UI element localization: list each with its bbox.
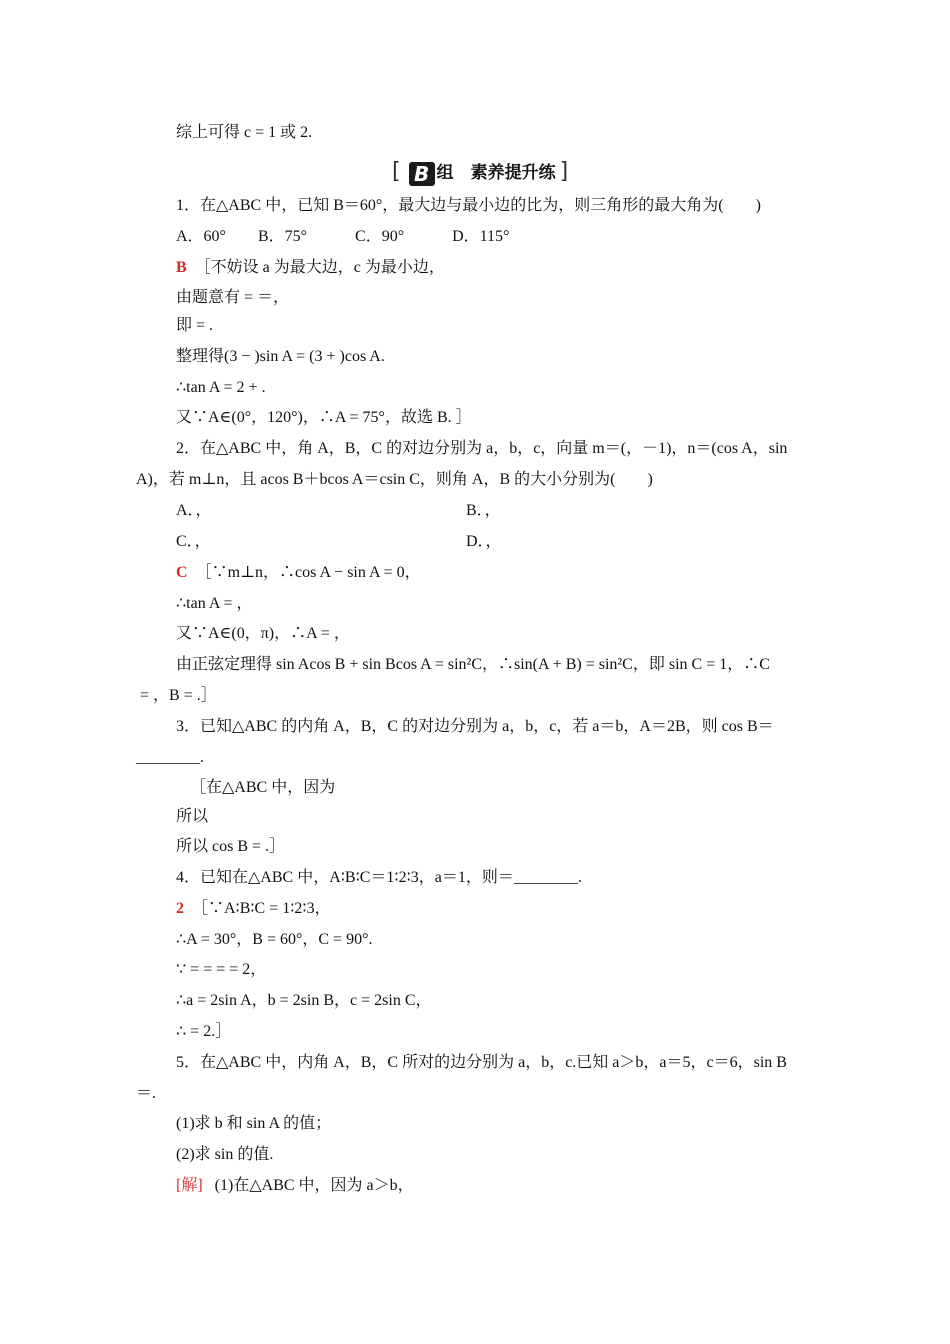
answer-4-line-4: ∴a = 2sin A，b = 2sin B，c = 2sin C， — [176, 992, 432, 1009]
text-line: 综上可得 c = 1 或 2. — [176, 124, 313, 141]
answer-2-line-1 — [176, 562, 421, 584]
answer-4-text: ［∵A∶B∶C = 1∶2∶3， — [192, 900, 331, 917]
question-3-line-2: ________. — [136, 749, 204, 766]
question-3-line-1: 3．已知△ABC 的内角 A，B，C 的对边分别为 a，b，c，若 a＝b，A＝2B，则 cos B＝ — [176, 718, 774, 735]
answer-1-text: ［不妨设 a 为最大边，c 为最小边， — [194, 259, 445, 276]
question-2-option-d: D．， — [466, 533, 502, 550]
answer-2-line-3: 又∵A∈(0，π)，∴A = ， — [176, 625, 350, 642]
answer-1-line-2: 由题意有 = ＝， — [176, 289, 290, 306]
question-2-option-a: A．， — [176, 502, 212, 519]
answer-3-line-3: 所以 cos B = .］ — [176, 838, 286, 855]
answer-1-line-4: 整理得(3 − )sin A = (3 + )cos A. — [176, 348, 385, 365]
answer-1-line-3: 即 = . — [176, 317, 214, 334]
answer-4-line-5: ∴ = 2.］ — [176, 1023, 232, 1040]
question-2-line-2: A)，若 m⊥n，且 acos B＋bcos A＝csin C，则角 A，B 的大小分别为( ) — [136, 471, 653, 488]
answer-4-value: 2 — [176, 900, 184, 917]
banner-close-bracket: ] — [559, 159, 569, 184]
answer-2-letter: C — [176, 564, 188, 581]
question-1-options: A．60° B．75° C．90° D．115° — [176, 228, 510, 245]
answer-2-line-2: ∴tan A = ， — [176, 595, 253, 612]
answer-5-text: (1)在△ABC 中，因为 a＞b， — [214, 1177, 414, 1194]
answer-5-line-1 — [176, 1175, 414, 1197]
answer-3-line-1: ［在△ABC 中，因为 — [190, 779, 336, 796]
question-5-line-2: ＝. — [136, 1085, 157, 1102]
answer-1-letter: B — [176, 259, 187, 276]
answer-1-line-6: 又∵A∈(0°，120°)，∴A = 75°，故选 B. ］ — [176, 409, 472, 426]
answer-3-line-2: 所以 — [176, 808, 209, 825]
question-2-option-b: B．， — [466, 502, 501, 519]
answer-2-line-4: 由正弦定理得 sin Acos B + sin Bcos A = sin²C，∴sin(A + B) = sin²C，即 sin C = 1，∴C — [176, 656, 770, 673]
answer-4-line-2: ∴A = 30°，B = 60°，C = 90°. — [176, 931, 373, 948]
answer-2-line-5: = ，B = .］ — [140, 687, 217, 704]
answer-4-line-3: ∵ = = = = 2， — [176, 961, 267, 978]
question-5-line-1: 5．在△ABC 中，内角 A，B，C 所对的边分别为 a，b，c.已知 a＞b，a＝5，c＝6，sin B — [176, 1054, 787, 1071]
answer-4-line-1 — [176, 898, 331, 920]
question-4: 4．已知在△ABC 中，A∶B∶C＝1∶2∶3，a＝1，则＝________. — [176, 869, 582, 886]
question-5-part-2: (2)求 sin 的值. — [176, 1146, 274, 1163]
answer-2-text: ［∵m⊥n，∴cos A − sin A = 0， — [195, 564, 421, 581]
banner-open-bracket: [ — [392, 159, 401, 184]
answer-1-line-1 — [176, 257, 445, 279]
banner-group-letter: B — [409, 162, 435, 186]
banner-title: 组 素养提升练 — [436, 163, 556, 183]
question-2-line-1: 2．在△ABC 中，角 A，B，C 的对边分别为 a，b，c，向量 m＝(，－1)，n＝(cos A，sin — [176, 440, 788, 457]
solution-tag: [解] — [176, 1177, 203, 1194]
question-1: 1．在△ABC 中，已知 B＝60°，最大边与最小边的比为，则三角形的最大角为( ) — [176, 197, 761, 214]
answer-1-line-5: ∴tan A = 2 + . — [176, 379, 266, 396]
question-2-option-c: C．， — [176, 533, 211, 550]
section-banner — [392, 157, 568, 187]
question-5-part-1: (1)求 b 和 sin A 的值； — [176, 1115, 332, 1132]
